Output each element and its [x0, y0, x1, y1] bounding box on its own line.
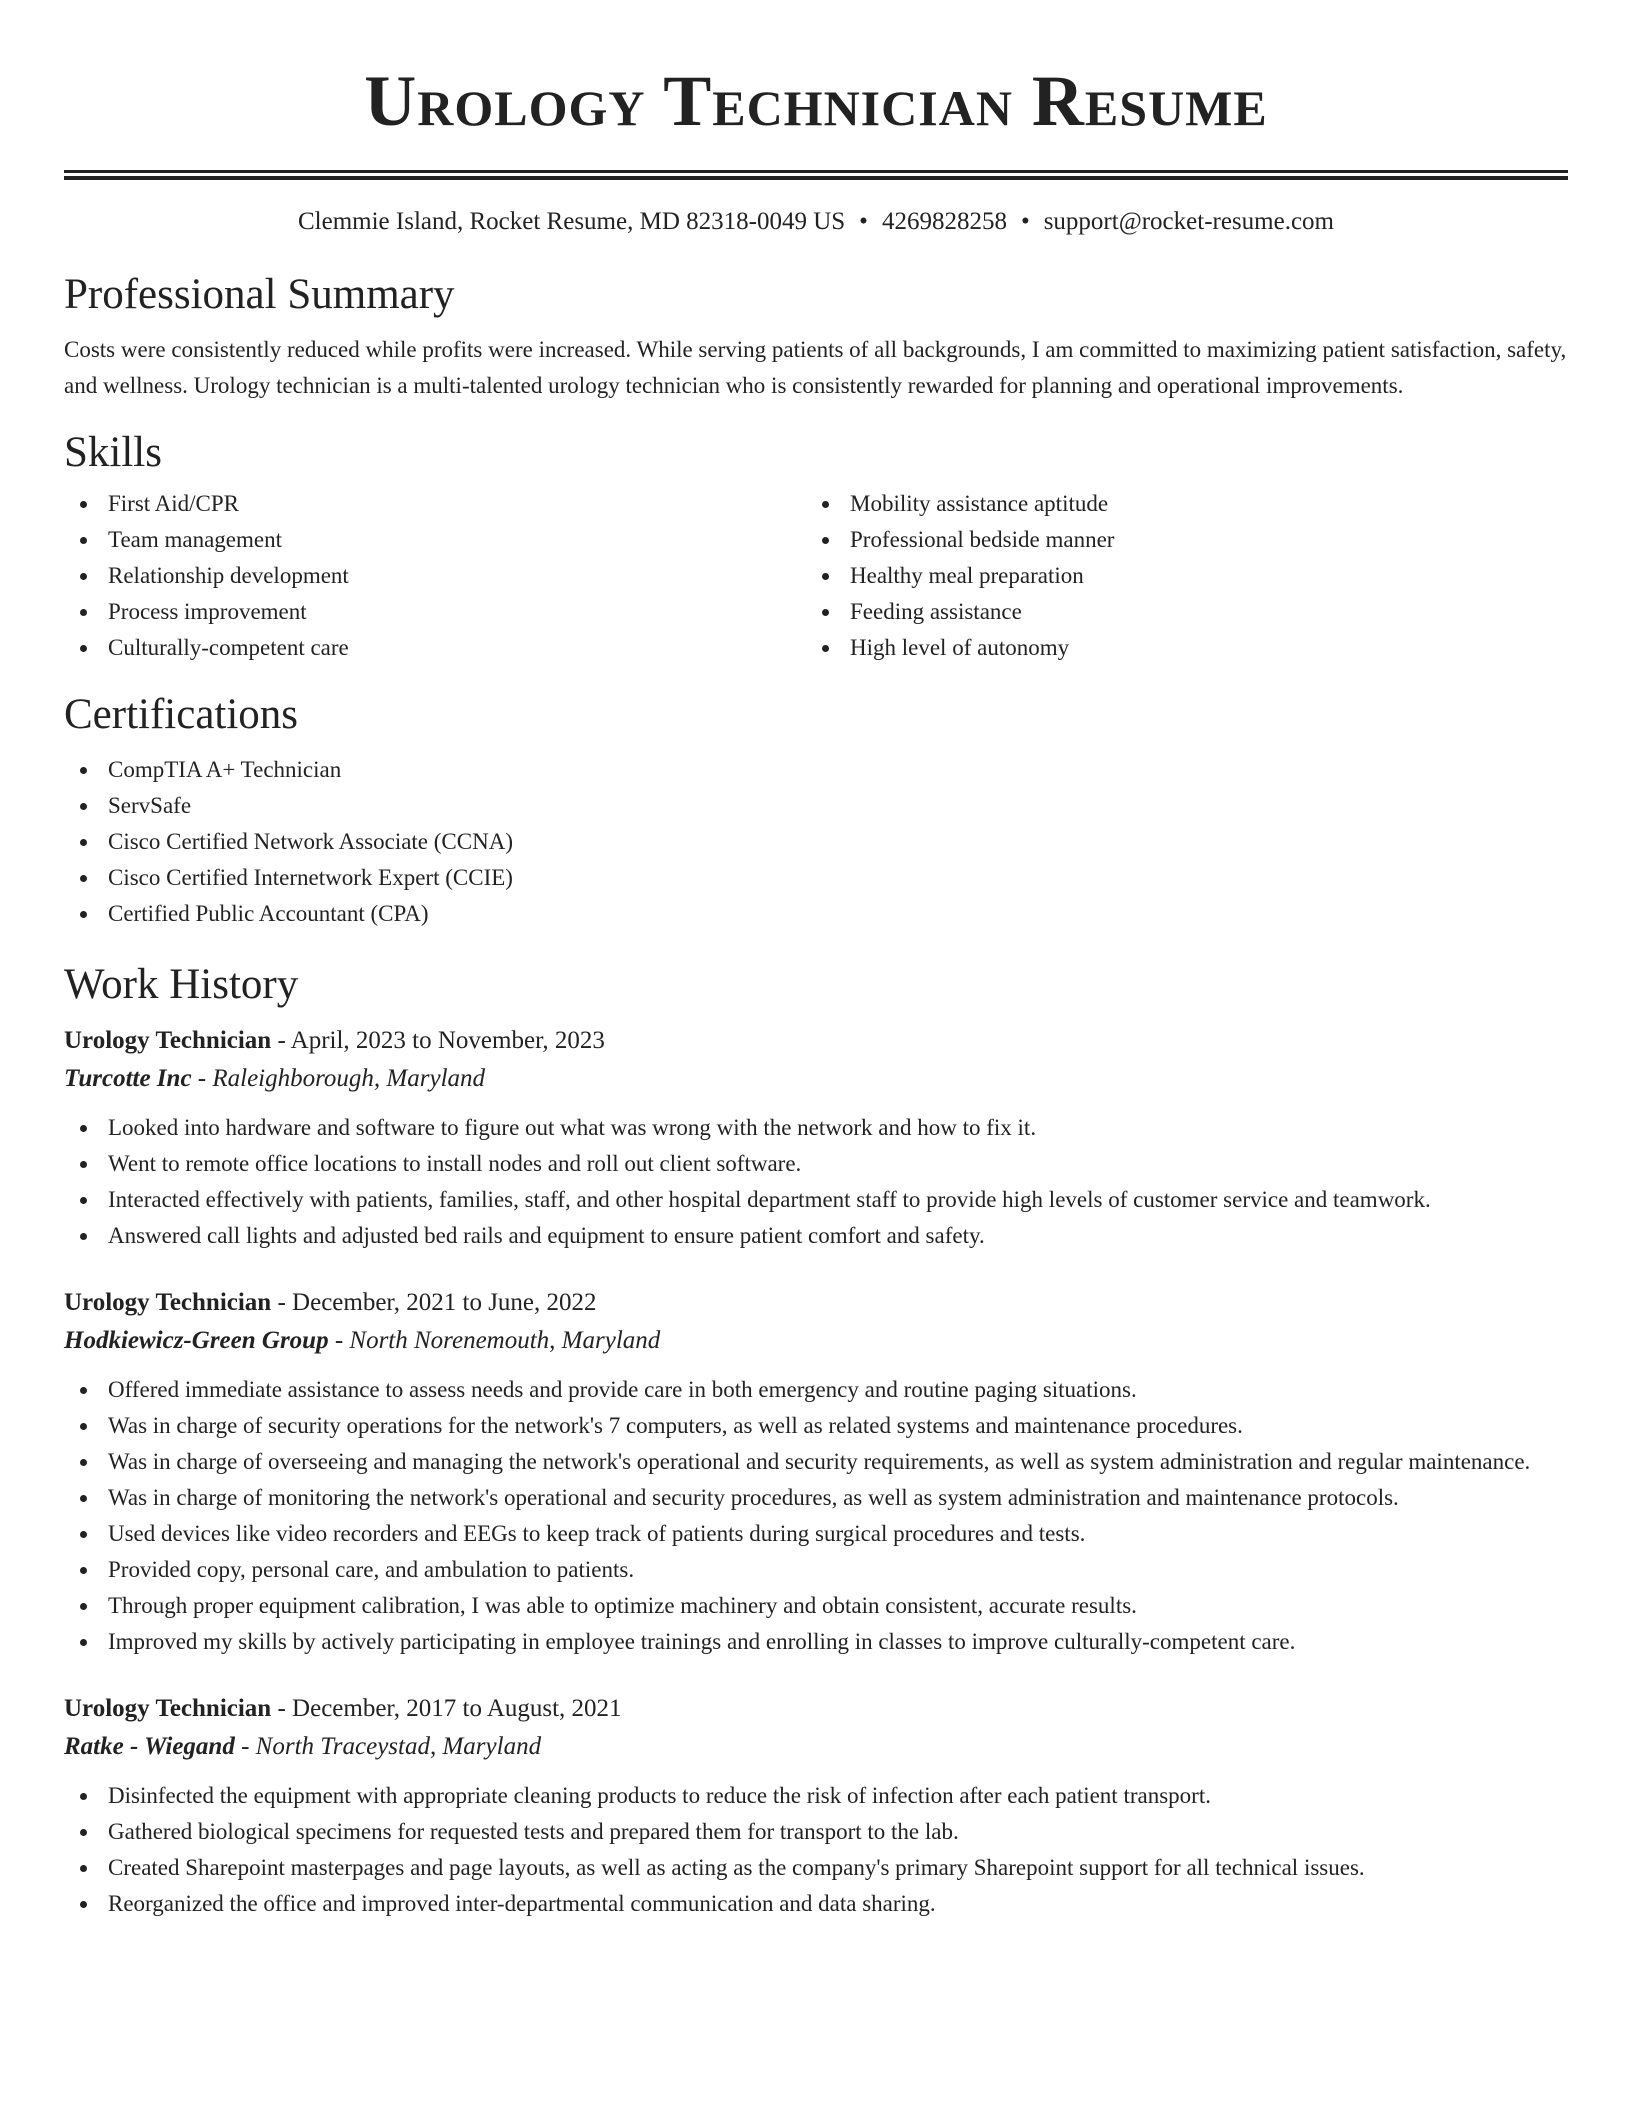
employer-location: - Raleighborough, Maryland [191, 1065, 486, 1092]
contact-address: Clemmie Island, Rocket Resume, MD 82318-0049 US [298, 208, 846, 235]
job-bullet: Was in charge of monitoring the network's operational and security procedures, as well as system administration and maintenance protocols. [64, 1480, 1568, 1516]
employer-line [64, 1060, 1568, 1098]
job-bullet: Interacted effectively with patients, families, staff, and other hospital department staff to provide high levels of customer service and teamwork. [64, 1182, 1568, 1218]
summary-text: Costs were consistently reduced while profits were increased. While serving patients of all backgrounds, I am committed to maximizing patient satisfaction, safety, and wellness. Urology technician is a multi-talented urology technician who is consistently rewarded for planning and operational improvements. [64, 337, 1567, 398]
job-title: Urology Technician [64, 1027, 272, 1054]
employer-location: - North Traceystad, Maryland [234, 1733, 542, 1760]
job-dates: - December, 2017 to August, 2021 [271, 1695, 622, 1722]
job-bullets [64, 1778, 1568, 1922]
skills-grid [64, 486, 1568, 666]
employer-location: - North Norenemouth, Maryland [328, 1327, 661, 1354]
job-bullet: Disinfected the equipment with appropriate cleaning products to reduce the risk of infection after each patient transport. [64, 1778, 1568, 1814]
skill-item: Team management [64, 522, 806, 558]
job-title: Urology Technician [64, 1695, 272, 1722]
employer-name: Ratke - Wiegand [64, 1733, 235, 1760]
employer-name: Turcotte Inc [64, 1065, 192, 1092]
resume-title: Urology Technician Resume [364, 61, 1268, 141]
job-bullet: Looked into hardware and software to figure out what was wrong with the network and how to fix it. [64, 1110, 1568, 1146]
job-bullet: Was in charge of security operations for the network's 7 computers, as well as related systems and maintenance procedures. [64, 1408, 1568, 1444]
job-bullets [64, 1372, 1568, 1660]
employer-name: Hodkiewicz-Green Group [64, 1327, 329, 1354]
job-bullets [64, 1110, 1568, 1254]
skills-list-left [64, 486, 806, 666]
job-dates: - April, 2023 to November, 2023 [271, 1027, 605, 1054]
job-bullet: Went to remote office locations to install nodes and roll out client software. [64, 1146, 1568, 1182]
certifications-list [64, 752, 1568, 932]
section-heading-certifications: Certifications [64, 691, 299, 738]
job-bullet: Provided copy, personal care, and ambulation to patients. [64, 1552, 1568, 1588]
skill-item: Process improvement [64, 594, 806, 630]
skill-item: Culturally-competent care [64, 630, 806, 666]
section-heading-work-history: Work History [64, 961, 299, 1008]
certification-item: CompTIA A+ Technician [64, 752, 1568, 788]
contact-email[interactable]: support@rocket-resume.com [1043, 208, 1334, 235]
job-dates: - December, 2021 to June, 2022 [271, 1289, 597, 1316]
skill-item: First Aid/CPR [64, 486, 806, 522]
contact-phone: 4269828258 [881, 208, 1007, 235]
certification-item: Cisco Certified Network Associate (CCNA) [64, 824, 1568, 860]
certification-item: ServSafe [64, 788, 1568, 824]
skill-item: Feeding assistance [806, 594, 1548, 630]
job-title-line [64, 1284, 1568, 1322]
job-bullet: Through proper equipment calibration, I was able to optimize machinery and obtain consistent, accurate results. [64, 1588, 1568, 1624]
job-entry [64, 1284, 1568, 1660]
skill-item: Professional bedside manner [806, 522, 1548, 558]
certification-item: Cisco Certified Internetwork Expert (CCIE) [64, 860, 1568, 896]
job-bullet: Reorganized the office and improved inter-departmental communication and data sharing. [64, 1886, 1568, 1922]
job-bullet: Created Sharepoint masterpages and page layouts, as well as acting as the company's primary Sharepoint support for all technical issues. [64, 1850, 1568, 1886]
section-heading-summary: Professional Summary [64, 271, 455, 318]
job-bullet: Gathered biological specimens for requested tests and prepared them for transport to the lab. [64, 1814, 1568, 1850]
job-entry [64, 1022, 1568, 1254]
contact-line [64, 207, 1568, 237]
contact-separator: • [1020, 208, 1030, 235]
skill-item: High level of autonomy [806, 630, 1548, 666]
employer-line [64, 1728, 1568, 1766]
contact-separator: • [859, 208, 868, 235]
employer-line [64, 1322, 1568, 1360]
job-bullet: Was in charge of overseeing and managing the network's operational and security requirements, as well as system administration and regular maintenance. [64, 1444, 1568, 1480]
job-entry [64, 1690, 1568, 1922]
skill-item: Healthy meal preparation [806, 558, 1548, 594]
job-title-line [64, 1690, 1568, 1728]
skill-item: Relationship development [64, 558, 806, 594]
title-divider [64, 170, 1568, 180]
job-title: Urology Technician [64, 1289, 272, 1316]
job-bullet: Improved my skills by actively participating in employee trainings and enrolling in classes to improve culturally-competent care. [64, 1624, 1568, 1660]
skills-list-right [806, 486, 1548, 666]
job-bullet: Used devices like video recorders and EEGs to keep track of patients during surgical procedures and tests. [64, 1516, 1568, 1552]
skill-item: Mobility assistance aptitude [806, 486, 1548, 522]
job-bullet: Offered immediate assistance to assess needs and provide care in both emergency and routine paging situations. [64, 1372, 1568, 1408]
job-bullet: Answered call lights and adjusted bed rails and equipment to ensure patient comfort and safety. [64, 1218, 1568, 1254]
job-title-line [64, 1022, 1568, 1060]
section-heading-skills: Skills [64, 429, 162, 476]
certification-item: Certified Public Accountant (CPA) [64, 896, 1568, 932]
